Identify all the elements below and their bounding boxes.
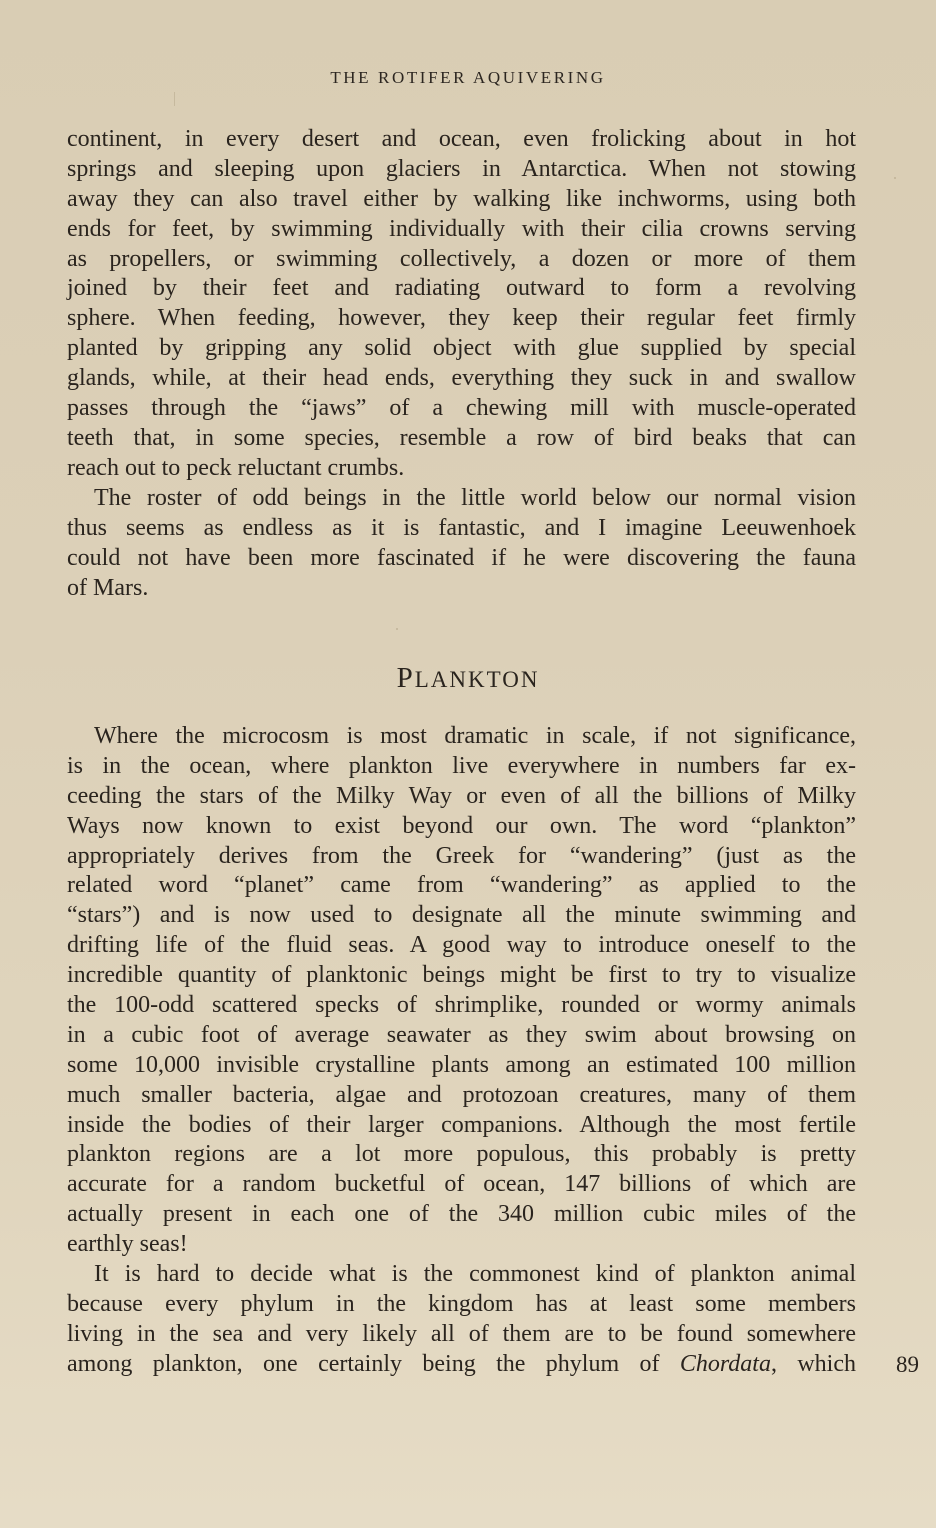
text-line: planted by gripping any solid object with glue supplied by special <box>67 335 856 362</box>
text-line: passes through the “jaws” of a chewing mill with muscle-operated <box>67 395 856 422</box>
page-number: 89 <box>896 1352 919 1377</box>
text-line: Ways now known to exist beyond our own. The word “plankton” <box>67 812 856 839</box>
text-line: glands, while, at their head ends, everything they suck in and swallow <box>67 365 856 392</box>
text-line: living in the sea and very likely all of them are to be found somewhere <box>67 1320 856 1347</box>
text-line: away they can also travel either by walking like inchworms, using both <box>67 185 856 212</box>
text-line: It is hard to decide what is the commonest kind of plankton animal <box>94 1261 856 1287</box>
text-line: of Mars. <box>67 574 149 601</box>
text-line: inside the bodies of their larger companions. Although the most fertile <box>67 1111 856 1138</box>
text-line: much smaller bacteria, algae and protozoan creatures, many of them <box>67 1081 856 1108</box>
paper-mark <box>894 177 896 179</box>
paragraph-roster <box>67 484 856 604</box>
text-line: sphere. When feeding, however, they keep their regular feet firmly <box>67 305 856 332</box>
text-line: “stars”) and is now used to designate all the minute swimming and <box>67 902 856 929</box>
text-line: springs and sleeping upon glaciers in Antarctica. When not stowing <box>67 155 856 182</box>
text-line: ends for feet, by swimming individually with their cilia crowns serving <box>67 215 856 242</box>
text-line: continent, in every desert and ocean, even frolicking about in hot <box>67 126 856 152</box>
text-line: joined by their feet and radiating outward to form a revolving <box>67 275 856 302</box>
section-heading-rest: LANKTON <box>414 667 540 692</box>
text-line: thus seems as endless as it is fantastic, and I imagine Leeuwenhoek <box>67 514 856 541</box>
text-line: plankton regions are a lot more populous, this probably is pretty <box>67 1141 856 1168</box>
text-line: earthly seas! <box>67 1231 188 1258</box>
paragraph-continued <box>67 125 856 484</box>
text-line: could not have been more fascinated if he were discovering the fauna <box>67 544 856 571</box>
text-line: because every phylum in the kingdom has at least some members <box>67 1290 856 1317</box>
paragraph-plankton-intro <box>67 722 856 1260</box>
text-line: the 100-odd scattered specks of shrimplike, rounded or wormy animals <box>67 992 856 1019</box>
text-line: drifting life of the fluid seas. A good way to introduce oneself to the <box>67 932 856 959</box>
text-line <box>67 1350 856 1380</box>
section-heading-initial: P <box>396 662 415 694</box>
section-heading <box>0 662 936 695</box>
text-line: is in the ocean, where plankton live everywhere in numbers far ex- <box>67 752 856 779</box>
text-run: , which <box>770 1350 856 1377</box>
running-head: THE ROTIFER AQUIVERING <box>330 68 606 87</box>
text-line: The roster of odd beings in the little world below our normal vision <box>94 485 856 511</box>
text-line: reach out to peck reluctant crumbs. <box>67 454 405 481</box>
text-line: teeth that, in some species, resemble a row of bird beaks that can <box>67 424 856 451</box>
text-line: ceeding the stars of the Milky Way or even of all the billions of Milky <box>67 782 856 809</box>
text-line: as propellers, or swimming collectively, a dozen or more of them <box>67 245 856 272</box>
paper-mark <box>174 92 175 106</box>
text-line: accurate for a random bucketful of ocean, 147 billions of which are <box>67 1171 856 1198</box>
text-run: among plankton, one certainly being the phylum of <box>67 1350 680 1377</box>
text-line: incredible quantity of planktonic beings might be first to try to visualize <box>67 962 856 989</box>
text-line: appropriately derives from the Greek for “wandering” (just as the <box>67 842 856 869</box>
paper-mark <box>396 628 398 630</box>
text-line: Where the microcosm is most dramatic in scale, if not significance, <box>94 723 856 749</box>
text-line: some 10,000 invisible crystalline plants among an estimated 100 million <box>67 1051 856 1078</box>
text-line: in a cubic foot of average seawater as they swim about browsing on <box>67 1021 856 1048</box>
text-line: actually present in each one of the 340 million cubic miles of the <box>67 1201 856 1228</box>
taxon-name-italic: Chordata <box>679 1350 771 1377</box>
paragraph-commonest-plankton <box>67 1260 856 1380</box>
text-line: related word “planet” came from “wandering” as applied to the <box>67 872 856 899</box>
